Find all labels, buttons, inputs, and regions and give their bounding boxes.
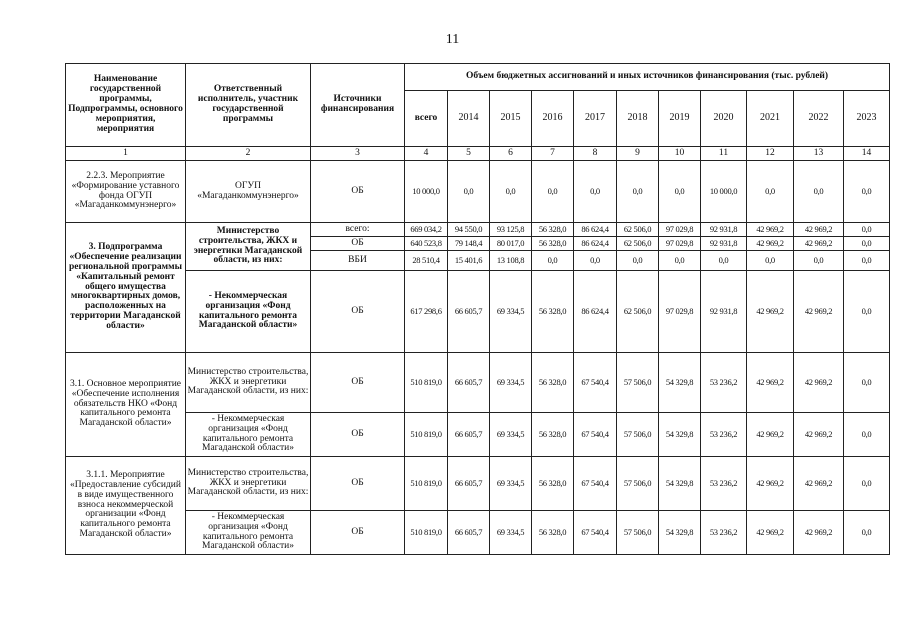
responsible: ОГУП «Магаданкоммунэнерго»: [186, 161, 311, 223]
funding-source: ОБ: [311, 457, 405, 511]
value-year: 62 506,0: [617, 271, 659, 353]
value-year: 69 334,5: [490, 511, 532, 555]
value-total: 510 819,0: [405, 413, 448, 457]
value-year: 57 506,0: [617, 353, 659, 413]
value-year: 0,0: [574, 251, 617, 271]
value-year: 86 624,4: [574, 223, 617, 237]
value-total: 10 000,0: [405, 161, 448, 223]
header-year: 2019: [659, 91, 701, 147]
funding-source: ВБИ: [311, 251, 405, 271]
column-number: 12: [747, 147, 794, 161]
header-sources: Источники финансирования: [311, 64, 405, 147]
value-year: 15 401,6: [448, 251, 490, 271]
value-year: 66 605,7: [448, 271, 490, 353]
value-year: 56 328,0: [532, 413, 574, 457]
value-year: 54 329,8: [659, 457, 701, 511]
value-year: 0,0: [617, 251, 659, 271]
page-number: 11: [445, 32, 460, 47]
column-number-row: [66, 147, 890, 161]
value-total: 510 819,0: [405, 511, 448, 555]
value-year: 42 969,2: [794, 271, 844, 353]
value-year: 0,0: [532, 251, 574, 271]
header-responsible: Ответственный исполнитель, участник государственной программы: [186, 64, 311, 147]
value-year: 79 148,4: [448, 237, 490, 251]
value-year: 62 506,0: [617, 223, 659, 237]
value-year: 53 236,2: [701, 353, 747, 413]
value-year: 42 969,2: [747, 237, 794, 251]
value-year: 42 969,2: [794, 413, 844, 457]
value-year: 92 931,8: [701, 237, 747, 251]
funding-source: ОБ: [311, 271, 405, 353]
value-total: 510 819,0: [405, 353, 448, 413]
value-year: 42 969,2: [794, 237, 844, 251]
value-year: 0,0: [617, 161, 659, 223]
responsible: - Некоммерческая организация «Фонд капитального ремонта Магаданской области»: [186, 413, 311, 457]
header-year: 2016: [532, 91, 574, 147]
value-year: 80 017,0: [490, 237, 532, 251]
funding-source: ОБ: [311, 353, 405, 413]
value-total: 510 819,0: [405, 457, 448, 511]
header-year: 2021: [747, 91, 794, 147]
value-year: 0,0: [844, 271, 890, 353]
row-2-2-3: [66, 161, 890, 223]
header-name: Наименование государственной программы, Подпрограммы, основного мероприятия, мероприятия: [66, 64, 186, 147]
value-year: 0,0: [574, 161, 617, 223]
column-number: 6: [490, 147, 532, 161]
header-row-1: [66, 64, 890, 91]
header-total: всего: [405, 91, 448, 147]
column-number: 8: [574, 147, 617, 161]
column-number: 1: [66, 147, 186, 161]
column-number: 7: [532, 147, 574, 161]
value-year: 56 328,0: [532, 511, 574, 555]
value-year: 62 506,0: [617, 237, 659, 251]
value-year: 0,0: [659, 251, 701, 271]
value-year: 97 029,8: [659, 223, 701, 237]
value-year: 0,0: [844, 251, 890, 271]
value-year: 53 236,2: [701, 413, 747, 457]
value-year: 69 334,5: [490, 457, 532, 511]
row-3-1-ministry: [66, 353, 890, 413]
funding-source: ОБ: [311, 161, 405, 223]
row-3-1-fund: [66, 413, 890, 457]
value-year: 0,0: [844, 413, 890, 457]
value-year: 0,0: [844, 511, 890, 555]
value-year: 67 540,4: [574, 457, 617, 511]
responsible: Министерство строительства, ЖКХ и энергетики Магаданской области, из них:: [186, 457, 311, 511]
value-year: 42 969,2: [747, 353, 794, 413]
value-year: 54 329,8: [659, 353, 701, 413]
row-3-1-1-fund: [66, 511, 890, 555]
value-year: 56 328,0: [532, 237, 574, 251]
subprogram-name: 3. Подпрограмма «Обеспечение реализации региональной программы «Капитальный ремонт общего имущества многоквартирных домов, расположенных на территории Магаданской области»: [66, 223, 186, 353]
value-year: 93 125,8: [490, 223, 532, 237]
header-volume: Объем бюджетных ассигнований и иных источников финансирования (тыс. рублей): [405, 64, 890, 91]
value-year: 97 029,8: [659, 237, 701, 251]
value-year: 0,0: [844, 237, 890, 251]
value-year: 42 969,2: [794, 511, 844, 555]
column-number: 9: [617, 147, 659, 161]
value-year: 66 605,7: [448, 511, 490, 555]
value-year: 57 506,0: [617, 457, 659, 511]
value-year: 66 605,7: [448, 457, 490, 511]
value-year: 10 000,0: [701, 161, 747, 223]
value-year: 92 931,8: [701, 223, 747, 237]
value-year: 0,0: [532, 161, 574, 223]
value-year: 0,0: [844, 353, 890, 413]
column-number: 5: [448, 147, 490, 161]
column-number: 14: [844, 147, 890, 161]
budget-table: [65, 63, 890, 555]
row-3-total: [66, 223, 890, 237]
value-year: 86 624,4: [574, 237, 617, 251]
value-year: 69 334,5: [490, 413, 532, 457]
value-year: 42 969,2: [794, 353, 844, 413]
value-year: 54 329,8: [659, 511, 701, 555]
value-total: 640 523,8: [405, 237, 448, 251]
value-year: 0,0: [448, 161, 490, 223]
value-year: 42 969,2: [747, 271, 794, 353]
value-year: 53 236,2: [701, 511, 747, 555]
value-year: 42 969,2: [747, 511, 794, 555]
value-total: 617 298,6: [405, 271, 448, 353]
value-year: 0,0: [844, 223, 890, 237]
activity-name: 3.1.1. Мероприятие «Предоставление субсидий в виде имущественного взноса некоммерческой организации «Фонд капитального ремонта Магаданской области»: [66, 457, 186, 555]
value-year: 69 334,5: [490, 353, 532, 413]
header-year: 2017: [574, 91, 617, 147]
value-year: 42 969,2: [747, 223, 794, 237]
column-number: 13: [794, 147, 844, 161]
value-year: 42 969,2: [747, 413, 794, 457]
value-year: 56 328,0: [532, 271, 574, 353]
header-year: 2014: [448, 91, 490, 147]
column-number: 4: [405, 147, 448, 161]
value-year: 94 550,0: [448, 223, 490, 237]
value-year: 67 540,4: [574, 353, 617, 413]
value-total: 28 510,4: [405, 251, 448, 271]
value-total: 669 034,2: [405, 223, 448, 237]
value-year: 42 969,2: [747, 457, 794, 511]
value-year: 42 969,2: [794, 223, 844, 237]
responsible: Министерство строительства, ЖКХ и энергетики Магаданской области, из них:: [186, 353, 311, 413]
value-year: 56 328,0: [532, 223, 574, 237]
value-year: 0,0: [701, 251, 747, 271]
value-year: 66 605,7: [448, 413, 490, 457]
column-number: 3: [311, 147, 405, 161]
value-year: 0,0: [844, 161, 890, 223]
column-number: 2: [186, 147, 311, 161]
funding-source: ОБ: [311, 413, 405, 457]
value-year: 67 540,4: [574, 413, 617, 457]
responsible: - Некоммерческая организация «Фонд капитального ремонта Магаданской области»: [186, 511, 311, 555]
header-year: 2022: [794, 91, 844, 147]
value-year: 97 029,8: [659, 271, 701, 353]
value-year: 53 236,2: [701, 457, 747, 511]
value-year: 92 931,8: [701, 271, 747, 353]
header-year: 2023: [844, 91, 890, 147]
column-number: 11: [701, 147, 747, 161]
value-year: 56 328,0: [532, 353, 574, 413]
activity-name: 2.2.3. Мероприятие «Формирование уставного фонда ОГУП «Магаданкоммунэнерго»: [66, 161, 186, 223]
value-year: 0,0: [659, 161, 701, 223]
funding-source: всего:: [311, 223, 405, 237]
value-year: 67 540,4: [574, 511, 617, 555]
value-year: 0,0: [844, 457, 890, 511]
header-year: 2018: [617, 91, 659, 147]
value-year: 0,0: [794, 251, 844, 271]
funding-source: ОБ: [311, 511, 405, 555]
header-year: 2020: [701, 91, 747, 147]
value-year: 42 969,2: [794, 457, 844, 511]
value-year: 69 334,5: [490, 271, 532, 353]
row-3-fund: [66, 271, 890, 353]
value-year: 0,0: [794, 161, 844, 223]
value-year: 0,0: [747, 251, 794, 271]
header-year: 2015: [490, 91, 532, 147]
funding-source: ОБ: [311, 237, 405, 251]
row-3-1-1-ministry: [66, 457, 890, 511]
value-year: 54 329,8: [659, 413, 701, 457]
value-year: 57 506,0: [617, 413, 659, 457]
activity-name: 3.1. Основное мероприятие «Обеспечение исполнения обязательств НКО «Фонд капитального ремонта Магаданской области»: [66, 353, 186, 457]
column-number: 10: [659, 147, 701, 161]
value-year: 13 108,8: [490, 251, 532, 271]
value-year: 0,0: [747, 161, 794, 223]
value-year: 86 624,4: [574, 271, 617, 353]
value-year: 56 328,0: [532, 457, 574, 511]
value-year: 57 506,0: [617, 511, 659, 555]
value-year: 0,0: [490, 161, 532, 223]
responsible: - Некоммерческая организация «Фонд капитального ремонта Магаданской области»: [186, 271, 311, 353]
value-year: 66 605,7: [448, 353, 490, 413]
responsible: Министерство строительства, ЖКХ и энергетики Магаданской области, из них:: [186, 223, 311, 271]
